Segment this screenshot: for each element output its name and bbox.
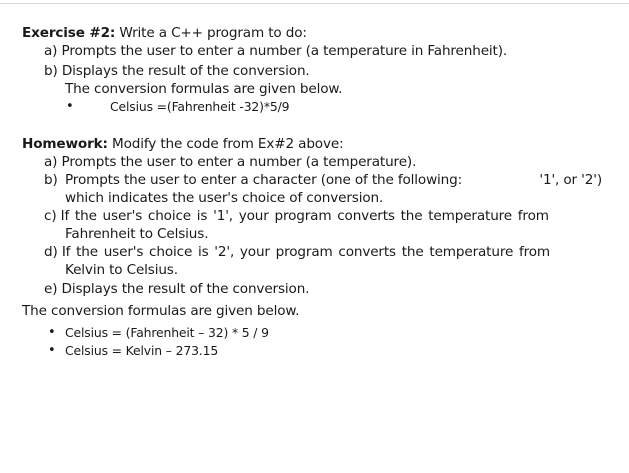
item-text: Prompts the user to enter a number (a temperature in Fahrenheit). bbox=[61, 43, 508, 59]
homework-item-c-continued: Fahrenheit to Celsius. bbox=[65, 226, 209, 242]
item-marker: d) bbox=[44, 244, 58, 260]
item-text: Prompts the user to enter a character (one of the following: bbox=[65, 172, 463, 188]
exercise-heading bbox=[22, 24, 307, 42]
item-text: If the user's choice is '1', your program converts the temperature from bbox=[60, 208, 549, 224]
homework-item-b-continued: which indicates the user's choice of conversion. bbox=[65, 190, 384, 206]
homework-item-c bbox=[44, 207, 549, 225]
item-text: Prompts the user to enter a number (a temperature). bbox=[61, 154, 417, 170]
exercise-intro: Write a C++ program to do: bbox=[119, 25, 307, 41]
item-marker: c) bbox=[44, 208, 57, 224]
homework-item-b bbox=[44, 171, 602, 189]
homework-formula-kelvin: Celsius = Kelvin – 273.15 bbox=[65, 343, 219, 358]
homework-item-e bbox=[44, 280, 309, 298]
item-marker: a) bbox=[44, 43, 58, 59]
bullet-icon: • bbox=[66, 99, 74, 114]
item-marker: a) bbox=[44, 154, 58, 170]
bullet-icon: • bbox=[48, 343, 56, 358]
homework-item-d bbox=[44, 243, 550, 261]
exercise-item-b bbox=[44, 62, 310, 80]
homework-formula-fahrenheit: Celsius = (Fahrenheit – 32) * 5 / 9 bbox=[65, 325, 269, 340]
exercise-formula-note: The conversion formulas are given below. bbox=[65, 81, 343, 97]
homework-item-d-continued: Kelvin to Celsius. bbox=[65, 262, 178, 278]
item-marker: b) bbox=[44, 172, 58, 188]
item-text: Displays the result of the conversion. bbox=[61, 281, 310, 297]
item-marker: e) bbox=[44, 281, 58, 297]
homework-formula-note: The conversion formulas are given below. bbox=[22, 303, 300, 319]
item-marker: b) bbox=[44, 63, 58, 79]
item-text-options: '1', or '2') bbox=[539, 172, 602, 188]
exercise-formula: Celsius =(Fahrenheit -32)*5/9 bbox=[110, 99, 290, 114]
item-text: Displays the result of the conversion. bbox=[61, 63, 310, 79]
exercise-label: Exercise #2: bbox=[22, 25, 116, 41]
bullet-icon: • bbox=[48, 325, 56, 340]
homework-intro: Modify the code from Ex#2 above: bbox=[112, 136, 344, 152]
item-text: If the user's choice is '2', your program converts the temperature from bbox=[61, 244, 550, 260]
homework-item-a bbox=[44, 153, 416, 171]
homework-heading bbox=[22, 135, 344, 153]
homework-label: Homework: bbox=[22, 136, 108, 152]
exercise-item-a bbox=[44, 42, 507, 60]
